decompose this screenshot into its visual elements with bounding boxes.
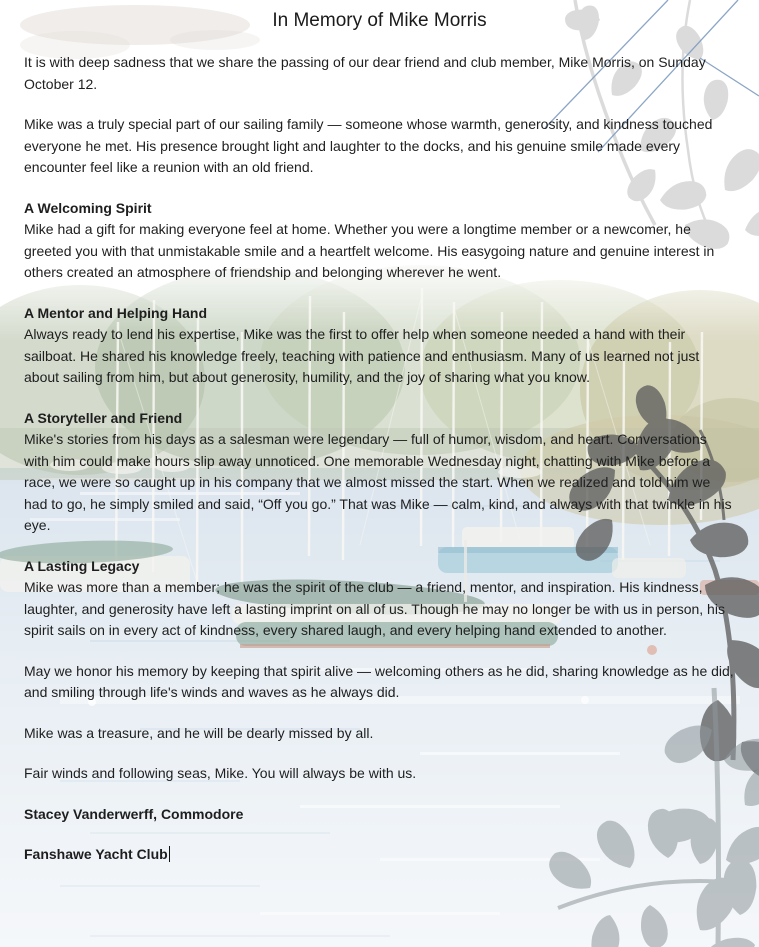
paragraph-closing-1: May we honor his memory by keeping that spirit alive — welcoming others as he did, sharing knowledge as he did, and smiling through life's winds and waves as he always did. [24, 662, 734, 700]
section-heading-lasting-legacy: A Lasting Legacy [24, 557, 140, 574]
section-body-mentor-helping-hand: Always ready to lend his expertise, Mike was the first to offer help when someone needed a hand with their sailboat. He shared his knowledge freely, teaching with patience and enthusiasm. Many of us learned not just about sailing from him, but about generosity, humility, and the joy of sharing what you know. [24, 326, 700, 385]
paragraph-intro-1: It is with deep sadness that we share the passing of our dear friend and club member, Mike Morris, on Sunday October 12. [24, 54, 706, 92]
document-title: In Memory of Mike Morris [272, 10, 487, 31]
section-heading-storyteller-friend: A Storyteller and Friend [24, 409, 183, 426]
paragraph-intro-2: Mike was a truly special part of our sailing family — someone whose warmth, generosity, and kindness touched everyone he met. His presence brought light and laughter to the docks, and his genuine smile made every encounter feel like a reunion with an old friend. [24, 116, 713, 175]
signature-org-line [24, 844, 735, 866]
signature-org: Fanshawe Yacht Club [24, 846, 168, 862]
section-body-lasting-legacy: Mike was more than a member; he was the spirit of the club — a friend, mentor, and inspiration. His kindness, laughter, and generosity have left a lasting imprint on all of us. Though he may no longer be with us in person, his spirit sails on in every act of kindness, every shared laugh, and every helping hand extended to another. [24, 579, 725, 638]
paragraph-closing-3: Fair winds and following seas, Mike. You will always be with us. [24, 765, 417, 781]
text-cursor [169, 846, 171, 862]
signature-name: Stacey Vanderwerff, Commodore [24, 805, 244, 822]
section-heading-mentor-helping-hand: A Mentor and Helping Hand [24, 304, 208, 321]
section-body-storyteller-friend: Mike's stories from his days as a salesman were legendary — full of humor, wisdom, and heart. Conversations with him could make hours slip away unnoticed. One memorable Wednesday night, chatting with Mike before a race, we were so caught up in his company that we almost missed the start. When we realized and told him we had to go, he simply smiled and said, “Off you go.” That was Mike — calm, kind, and always with that twinkle in his eye. [24, 431, 732, 533]
section-body-welcoming-spirit: Mike had a gift for making everyone feel at home. Whether you were a longtime member or a newcomer, he greeted you with that unmistakable smile and a heartfelt welcome. His easygoing nature and genuine interest in others created an atmosphere of friendship and belonging wherever he went. [24, 221, 715, 280]
section-heading-welcoming-spirit: A Welcoming Spirit [24, 199, 152, 216]
paragraph-closing-2: Mike was a treasure, and he will be dearly missed by all. [24, 724, 374, 741]
